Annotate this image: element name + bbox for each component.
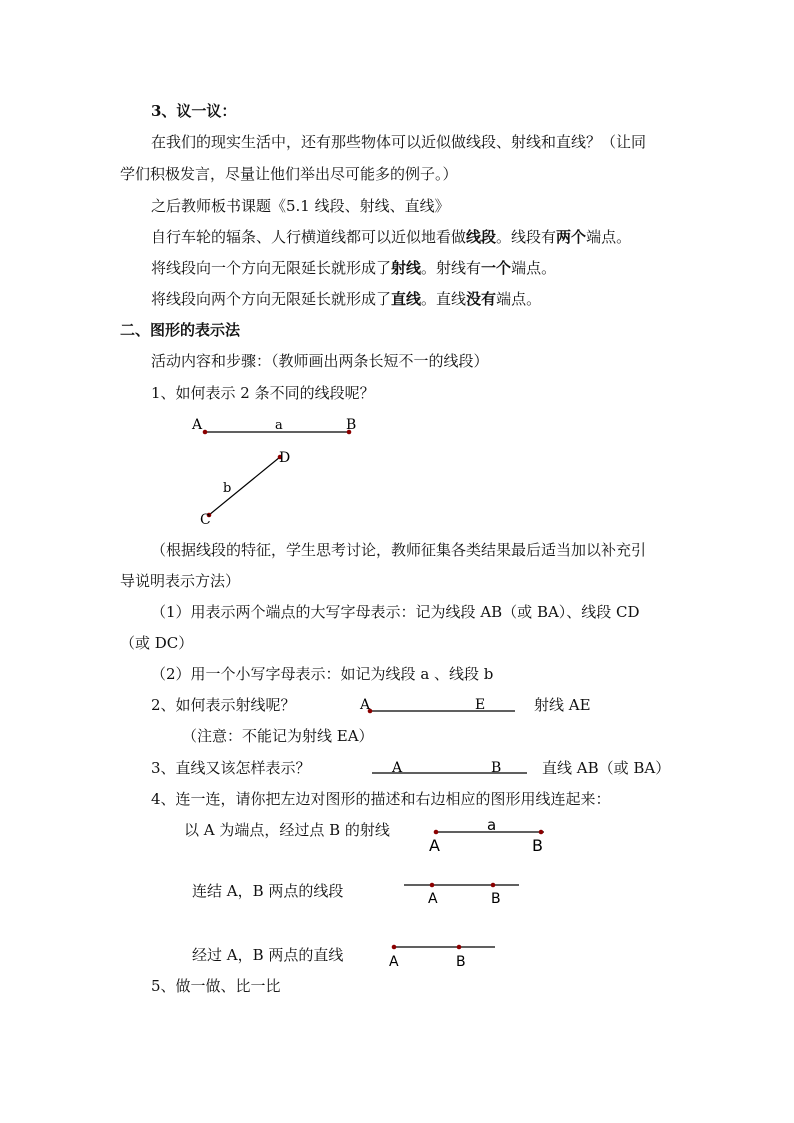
ray-label-e: E [475, 697, 486, 713]
match1-point-b [539, 830, 544, 835]
label-b: B [346, 417, 357, 433]
segment-term: 线段 [466, 228, 497, 246]
match-description-ray: 以 A 为端点，经过点 B 的射线 [184, 821, 390, 839]
question-3: 3、直线又该怎样表示？ [151, 759, 311, 777]
match1-label-b: B [532, 836, 543, 855]
discuss-heading: 3、议一议： [151, 102, 237, 120]
match3-label-a: A [389, 954, 399, 970]
ray-definition: 将线段向一个方向无限延长就形成了射线。射线有一个端点。 [151, 259, 557, 277]
label-a: A [192, 417, 203, 433]
question-1: 1、如何表示 2 条不同的线段呢？ [151, 384, 375, 402]
match-figure-1 [429, 816, 544, 855]
label-d: D [279, 450, 291, 466]
match3-label-b: B [456, 954, 466, 970]
label-segment-a: a [275, 418, 283, 433]
match2-point-a [430, 883, 435, 888]
representation-heading: 二、图形的表示法 [120, 321, 241, 339]
segment-endpoint-count: 两个 [556, 228, 587, 246]
discuss-paragraph-line2: 学们积极发言，尽量让他们举出尽可能多的例子。） [120, 165, 458, 183]
ray-term: 射线 [391, 259, 422, 277]
match-figure-2 [404, 883, 519, 907]
label-c: C [200, 512, 211, 528]
board-title: 之后教师板书课题《5.1 线段、射线、直线》 [151, 197, 450, 215]
match1-point-a [434, 830, 439, 835]
segment-ab-figure [191, 417, 356, 434]
question-5: 5、做一做、比一比 [151, 977, 281, 995]
segment-definition: 自行车轮的辐条、人行横道线都可以近似地看做线段。线段有两个端点。 [151, 228, 632, 246]
match-description-line: 经过 A，B 两点的直线 [192, 946, 344, 964]
segment-cd-figure [200, 450, 290, 528]
match-figure-3 [389, 945, 495, 970]
method-2: （2）用一个小写字母表示：如记为线段 a 、线段 b [151, 665, 494, 683]
line-label-b: B [491, 760, 502, 776]
ray-endpoint-count: 一个 [481, 259, 512, 277]
label-segment-b: b [223, 481, 232, 496]
line-term: 直线 [391, 290, 422, 308]
ray-label-a: A [360, 697, 371, 713]
ray-note: （注意：不能记为射线 EA） [182, 727, 374, 745]
line-answer: 直线 AB（或 BA） [542, 759, 671, 777]
match3-point-a [392, 945, 397, 950]
match1-label-a: A [429, 836, 440, 855]
match-description-segment: 连结 A，B 两点的线段 [192, 882, 344, 900]
match2-point-b [491, 883, 496, 888]
line-ab-figure [372, 760, 527, 776]
line-endpoint-count: 没有 [466, 290, 497, 308]
match2-label-a: A [428, 891, 438, 907]
activity-intro: 活动内容和步骤：（教师画出两条长短不一的线段） [151, 352, 489, 370]
match2-label-b: B [491, 891, 501, 907]
match3-point-b [457, 945, 462, 950]
ray-ae-figure [359, 697, 515, 713]
ray-answer: 射线 AE [534, 696, 591, 714]
method-1-line1: （1）用表示两个端点的大写字母表示：记为线段 AB（或 BA）、线段 CD [151, 603, 640, 621]
method-1-line2: （或 DC） [120, 634, 194, 652]
question-2: 2、如何表示射线呢？ [151, 696, 296, 714]
point-a [203, 430, 208, 435]
match1-label-name: a [487, 816, 497, 834]
question-4: 4、连一连，请你把左边对图形的描述和右边相应的图形用线连起来： [151, 790, 611, 808]
discuss-paragraph-line1: 在我们的现实生活中，还有那些物体可以近似做线段、射线和直线？（让同 [151, 133, 647, 151]
discussion-line1: （根据线段的特征，学生思考讨论，教师征集各类结果最后适当加以补充引 [151, 541, 647, 559]
discussion-line2: 导说明表示方法） [120, 572, 241, 590]
line-label-a: A [392, 760, 403, 776]
line-definition: 将线段向两个方向无限延长就形成了直线。直线没有端点。 [151, 290, 542, 308]
